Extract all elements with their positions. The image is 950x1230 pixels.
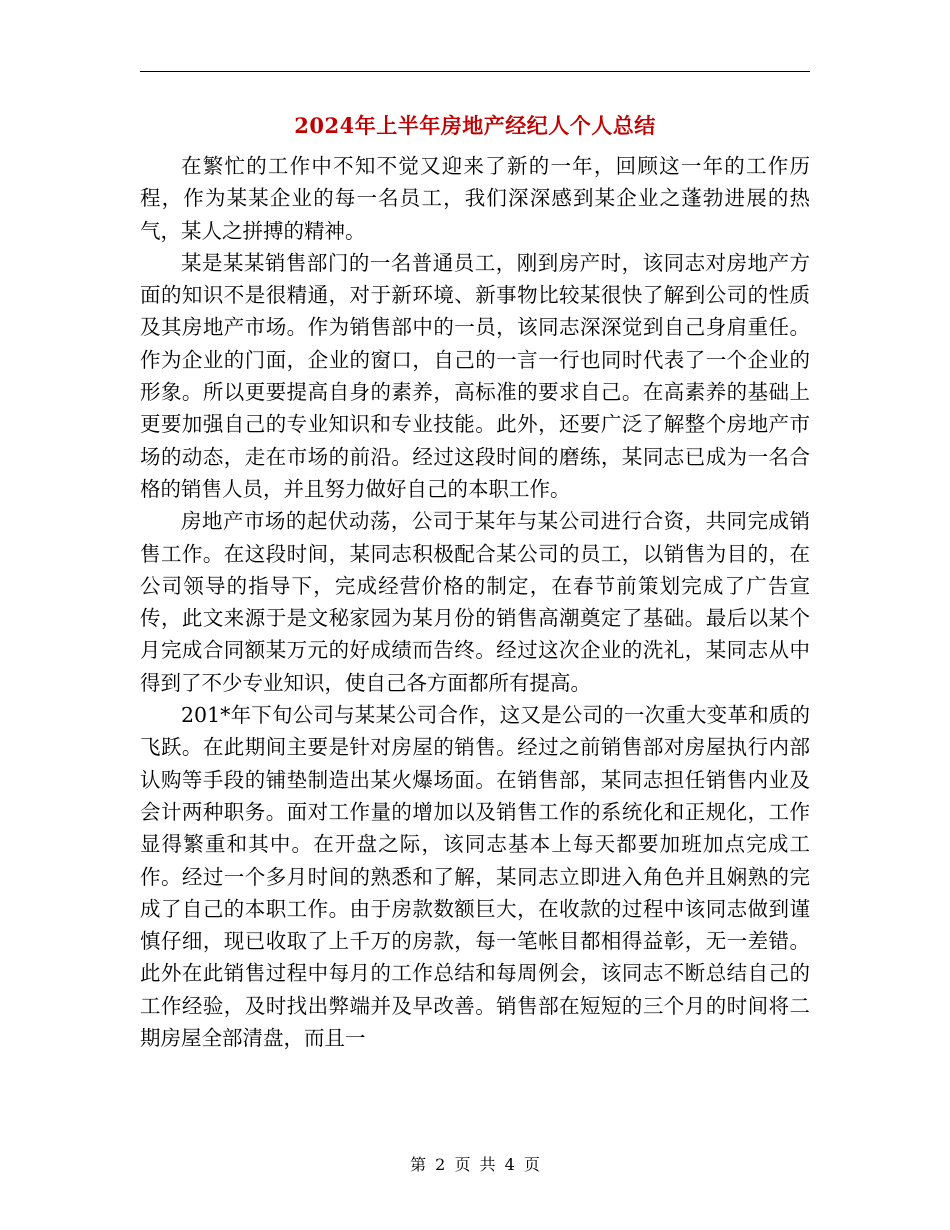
document-title: 2024年上半年房地产经纪人个人总结 [294,113,656,138]
paragraph: 某是某某销售部门的一名普通员工，刚到房产时，该同志对房地产方面的知识不是很精通，对于新环境、新事物比较某很快了解到公司的性质及其房地产市场。作为销售部中的一员，该同志深深觉到自己身肩重任。作为企业的门面，企业的窗口，自己的一言一行也同时代表了一个企业的形象。所以更要提高自身的素养，高标准的要求自己。在高素养的基础上更要加强自己的专业知识和专业技能。此外，还要广泛了解整个房地产市场的动态，走在市场的前沿。经过这段时间的磨练，某同志已成为一名合格的销售人员，并且努力做好自己的本职工作。 [140,250,810,501]
paragraph: 201*年下旬公司与某某公司合作，这又是公司的一次重大变革和质的飞跃。在此期间主要是针对房屋的销售。经过之前销售部对房屋执行内部认购等手段的铺垫制造出某火爆场面。在销售部，某同志担任销售内业及会计两种职务。面对工作量的增加以及销售工作的系统化和正规化，工作显得繁重和其中。在开盘之际，该同志基本上每天都要加班加点完成工作。经过一个多月时间的熟悉和了解，某同志立即进入角色并且娴熟的完成了自己的本职工作。由于房款数额巨大，在收款的过程中该同志做到谨慎仔细，现已收取了上千万的房款，每一笔帐目都相得益彰，无一差错。此外在此销售过程中每月的工作总结和每周例会，该同志不断总结自己的工作经验，及时找出弊端并及早改善。销售部在短短的三个月的时间将二期房屋全部清盘，而且一 [140,703,810,1051]
document-body [140,150,810,1054]
header-rule [140,71,810,72]
page-number-footer: 第 2 页 共 4 页 [410,1155,540,1174]
paragraph: 房地产市场的起伏动荡，公司于某年与某公司进行合资，共同完成销售工作。在这段时间，某同志积极配合某公司的员工，以销售为目的，在公司领导的指导下，完成经营价格的制定，在春节前策划完成了广告宣传，此文来源于是文秘家园为某月份的销售高潮奠定了基础。最后以某个月完成合同额某万元的好成绩而告终。经过这次企业的洗礼，某同志从中得到了不少专业知识，使自己各方面都所有提高。 [140,509,810,695]
paragraph: 在繁忙的工作中不知不觉又迎来了新的一年，回顾这一年的工作历程，作为某某企业的每一名员工，我们深深感到某企业之蓬勃进展的热气，某人之拼搏的精神。 [140,154,810,243]
